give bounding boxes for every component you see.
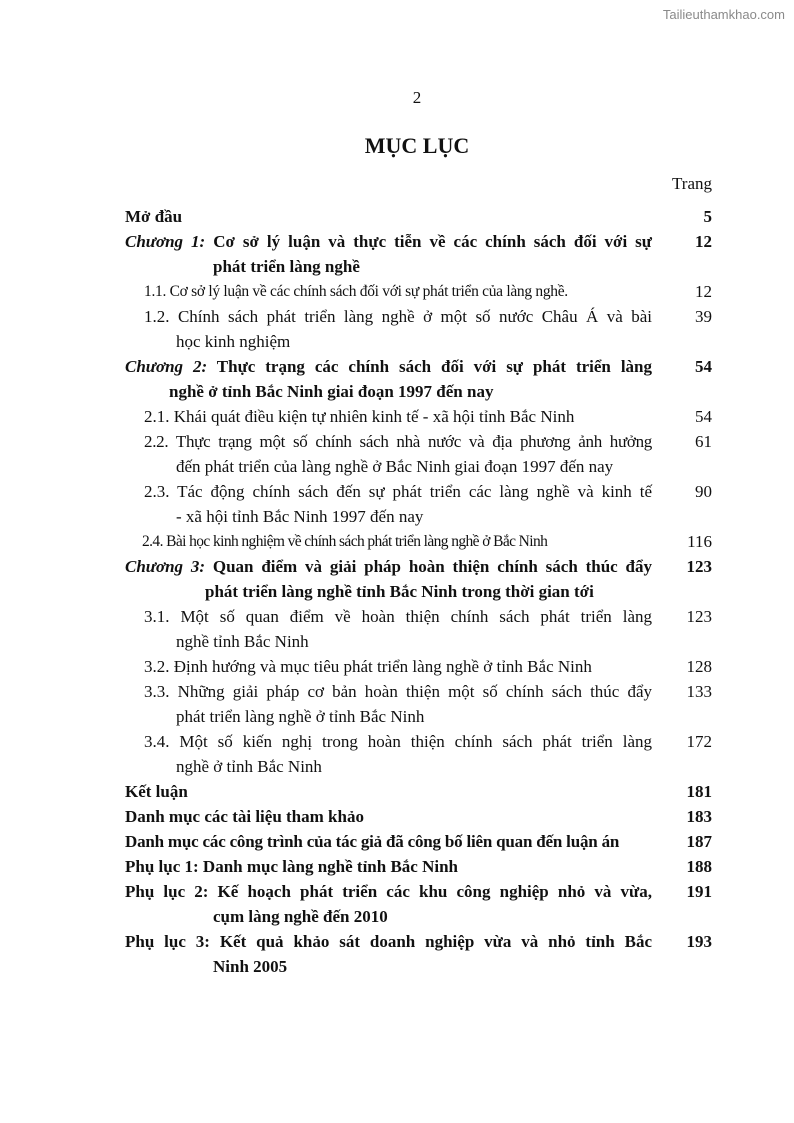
toc-entry-text: Mở đầu (125, 207, 183, 226)
toc-entry-page: 5 (703, 207, 712, 226)
toc-entry-line2: đến phát triển của làng nghề ở Bắc Ninh giai đoạn 1997 đến nay (176, 457, 614, 476)
watermark: Tailieuthamkhao.com (662, 7, 785, 22)
toc-entry-conclusion[interactable] (125, 779, 712, 804)
toc-entry-2-2[interactable] (125, 429, 712, 479)
toc-entry-appendix-1[interactable] (125, 854, 712, 879)
toc-entry-text: 1.1. Cơ sở lý luận về các chính sách đối với sự phát triển của làng nghề. (144, 283, 568, 300)
toc-entry-line1: 2.3. Tác động chính sách đến sự phát triển các làng nghề và kinh tế (144, 482, 652, 501)
toc-entry-text: 3.2. Định hướng và mục tiêu phát triển làng nghề ở tỉnh Bắc Ninh (144, 657, 592, 676)
toc-entry-line1: Phụ lục 3: Kết quả khảo sát doanh nghiệp vừa và nhỏ tỉnh Bắc (125, 932, 652, 951)
toc-entry-page: 61 (695, 432, 712, 451)
chapter-label: Chương 1: (125, 232, 206, 251)
chapter-title-line2: phát triển làng nghề (213, 257, 360, 276)
toc-entry-line1: 3.4. Một số kiến nghị trong hoàn thiện chính sách phát triển làng (144, 732, 652, 751)
toc-entry-3-4[interactable] (125, 729, 712, 779)
toc-entry-intro[interactable] (125, 204, 712, 229)
toc-entry-page: 183 (686, 807, 712, 826)
toc-entry-page: 172 (686, 732, 712, 751)
toc-entry-chapter-3[interactable] (125, 554, 712, 604)
toc-entry-page: 191 (686, 882, 712, 901)
toc-entry-line1: 1.2. Chính sách phát triển làng nghề ở một số nước Châu Á và bài (144, 307, 652, 326)
chapter-title-line2: nghề ở tỉnh Bắc Ninh giai đoạn 1997 đến nay (169, 382, 494, 401)
toc-entry-2-4[interactable] (125, 529, 712, 554)
toc-entry-page: 90 (695, 482, 712, 501)
page-title: MỤC LỤC (364, 133, 470, 158)
toc-entry-page: 193 (686, 932, 712, 951)
toc-entry-text: 2.1. Khái quát điều kiện tự nhiên kinh tế - xã hội tỉnh Bắc Ninh (144, 407, 575, 426)
toc-entry-text: Kết luận (125, 782, 188, 801)
toc-entry-page: 12 (695, 232, 712, 251)
page-column-header: Trang (672, 174, 712, 193)
toc-entry-page: 39 (695, 307, 712, 326)
toc-entry-line1: Phụ lục 2: Kế hoạch phát triển các khu công nghiệp nhỏ và vừa, (125, 882, 652, 901)
chapter-label: Chương 3: (125, 557, 206, 576)
toc-entry-line2: học kinh nghiệm (176, 332, 291, 351)
toc-entry-page: 133 (686, 682, 712, 701)
toc-entry-line2: Ninh 2005 (213, 957, 288, 976)
toc-entry-references[interactable] (125, 804, 712, 829)
toc-entry-text: 2.4. Bài học kinh nghiệm về chính sách phát triển làng nghề ở Bắc Ninh (142, 533, 548, 550)
toc-entry-page: 54 (695, 357, 712, 376)
chapter-title-line1: Thực trạng các chính sách đối với sự phát triển làng (216, 357, 652, 376)
toc-entry-page: 187 (686, 832, 712, 851)
toc-entry-2-3[interactable] (125, 479, 712, 529)
toc-entry-3-3[interactable] (125, 679, 712, 729)
toc-entry-1-2[interactable] (125, 304, 712, 354)
toc-entry-page: 128 (686, 657, 712, 676)
table-of-contents (125, 204, 712, 979)
toc-entry-page: 123 (686, 607, 712, 626)
chapter-title-line1: Quan điểm và giải pháp hoàn thiện chính sách thúc đẩy (212, 557, 652, 576)
toc-entry-publications[interactable] (125, 829, 712, 854)
toc-entry-line1: 3.1. Một số quan điểm về hoàn thiện chính sách phát triển làng (144, 607, 652, 626)
toc-entry-line1: 3.3. Những giải pháp cơ bản hoàn thiện một số chính sách thúc đẩy (144, 682, 652, 701)
toc-entry-page: 12 (695, 282, 712, 301)
toc-entry-page: 54 (695, 407, 712, 426)
toc-entry-line2: nghề tỉnh Bắc Ninh (176, 632, 309, 651)
toc-entry-page: 123 (686, 557, 712, 576)
chapter-label: Chương 2: (125, 357, 208, 376)
toc-entry-appendix-2[interactable] (125, 879, 712, 929)
toc-entry-text: Danh mục các tài liệu tham khảo (125, 807, 364, 826)
toc-entry-chapter-1[interactable] (125, 229, 712, 279)
chapter-title-line1: Cơ sở lý luận và thực tiễn về các chính sách đối với sự (213, 232, 653, 251)
toc-entry-page: 116 (687, 532, 712, 551)
toc-entry-appendix-3[interactable] (125, 929, 712, 979)
toc-entry-page: 188 (686, 857, 712, 876)
toc-entry-3-1[interactable] (125, 604, 712, 654)
toc-entry-2-1[interactable] (125, 404, 712, 429)
page-number: 2 (412, 88, 422, 107)
chapter-title-line2: phát triển làng nghề tỉnh Bắc Ninh trong thời gian tới (205, 582, 594, 601)
toc-entry-line1: 2.2. Thực trạng một số chính sách nhà nước và địa phương ảnh hưởng (144, 432, 652, 451)
toc-entry-line2: phát triển làng nghề ở tỉnh Bắc Ninh (176, 707, 425, 726)
toc-entry-text: Danh mục các công trình của tác giả đã công bố liên quan đến luận án (125, 832, 620, 851)
toc-entry-line2: cụm làng nghề đến 2010 (213, 907, 388, 926)
toc-entry-chapter-2[interactable] (125, 354, 712, 404)
toc-entry-line2: nghề ở tỉnh Bắc Ninh (176, 757, 322, 776)
toc-entry-line2: - xã hội tỉnh Bắc Ninh 1997 đến nay (176, 507, 424, 526)
toc-entry-1-1[interactable] (125, 279, 712, 304)
toc-entry-3-2[interactable] (125, 654, 712, 679)
toc-entry-page: 181 (686, 782, 712, 801)
toc-entry-text: Phụ lục 1: Danh mục làng nghề tỉnh Bắc Ninh (125, 857, 458, 876)
